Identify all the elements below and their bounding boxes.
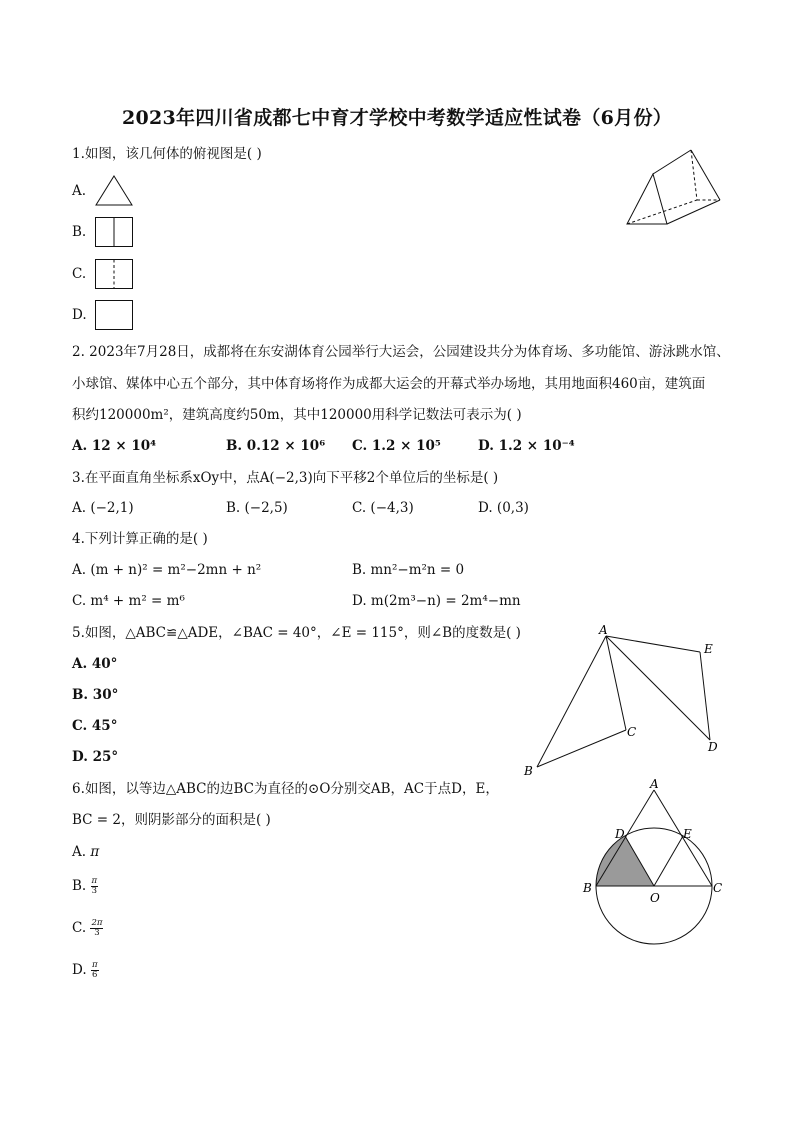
q1-stem: 1.如图，该几何体的俯视图是( ) [72, 146, 262, 162]
q3-option-a[interactable]: A. (−2,1) [72, 500, 134, 516]
q6-option-b[interactable] [72, 877, 98, 896]
q4-option-a[interactable]: A. (m + n)² = m²−2mn + n² [72, 562, 262, 578]
q1-option-d-label[interactable]: D. [72, 307, 87, 323]
q6-option-b-label: B. [72, 878, 87, 894]
q5-option-a[interactable]: A. 40° [72, 656, 118, 672]
q6-label-e: E [683, 827, 692, 841]
q4-stem: 4.下列计算正确的是( ) [72, 531, 208, 547]
q5-label-c: C [627, 725, 637, 739]
q6-option-a-value: π [90, 844, 100, 860]
q2-option-b[interactable]: B. 0.12 × 10⁶ [226, 438, 326, 454]
q6-label-o: O [650, 891, 660, 905]
fraction-numerator: π [91, 876, 98, 886]
q6-label-d: D [615, 827, 625, 841]
q2-option-c[interactable]: C. 1.2 × 10⁵ [352, 438, 441, 454]
q2-option-d[interactable]: D. 1.2 × 10⁻⁴ [478, 438, 575, 454]
fraction-denominator: 3 [91, 886, 98, 896]
q2-line-3: 积约120000m²，建筑高度约50m，其中120000用科学记数法可表示为( ) [72, 407, 522, 423]
q1-option-a-triangle[interactable] [94, 174, 134, 208]
q5-option-b[interactable]: B. 30° [72, 687, 119, 703]
q1-option-a-label[interactable]: A. [72, 183, 87, 199]
q6-circle-figure [580, 776, 730, 948]
q3-option-d[interactable]: D. (0,3) [478, 500, 529, 516]
q6-option-a[interactable] [72, 843, 99, 861]
q1-option-b-rect-solid[interactable] [94, 216, 134, 248]
q2-option-a[interactable]: A. 12 × 10⁴ [72, 438, 157, 454]
q6-option-d-fraction [91, 961, 99, 980]
q4-option-d[interactable]: D. m(2m³−n) = 2m⁴−mn [352, 593, 521, 609]
page-title: 2023年四川省成都七中育才学校中考数学适应性试卷（6月份） [121, 107, 673, 129]
q2-line-1: 2. 2023年7月28日，成都将在东安湖体育公园举行大运会，公园建设共分为体育场、多功能馆、游泳跳水馆、 [72, 344, 730, 360]
fraction-numerator: π [91, 960, 98, 970]
q6-label-c: C [713, 881, 723, 895]
fraction-numerator: 2π [91, 918, 103, 928]
q6-option-b-fraction [91, 877, 99, 896]
q3-option-b[interactable]: B. (−2,5) [226, 500, 288, 516]
q6-option-c-label: C. [72, 920, 87, 936]
q5-label-a: A [599, 623, 608, 637]
q1-option-c-label[interactable]: C. [72, 266, 87, 282]
q6-option-d[interactable] [72, 961, 99, 980]
q5-triangles-figure [520, 620, 730, 780]
shaded-region [596, 836, 654, 886]
q6-label-a: A [650, 777, 659, 791]
q1-option-d-rect[interactable] [94, 299, 134, 331]
q5-stem: 5.如图，△ABC≌△ADE，∠BAC = 40°，∠E = 115°，则∠B的度数是( ) [72, 625, 521, 641]
q4-option-b[interactable]: B. mn²−m²n = 0 [352, 562, 465, 578]
q6-option-c[interactable] [72, 919, 103, 938]
q3-stem: 3.在平面直角坐标系xOy中，点A(−2,3)向下平移2个单位后的坐标是( ) [72, 470, 499, 486]
q1-option-c-rect-dashed[interactable] [94, 258, 134, 290]
q4-option-c[interactable]: C. m⁴ + m² = m⁶ [72, 593, 185, 609]
q6-line-1: 6.如图，以等边△ABC的边BC为直径的⊙O分别交AB，AC于点D，E， [72, 781, 499, 797]
q6-option-c-fraction [90, 919, 103, 938]
q5-option-d[interactable]: D. 25° [72, 749, 119, 765]
fraction-denominator: 6 [92, 970, 98, 980]
q6-option-d-label: D. [72, 962, 87, 978]
q3-option-c[interactable]: C. (−4,3) [352, 500, 414, 516]
q1-prism-figure [624, 148, 724, 226]
q6-line-2: BC = 2，则阴影部分的面积是( ) [72, 812, 271, 828]
q2-line-2: 小球馆、媒体中心五个部分，其中体育场将作为成都大运会的开幕式举办场地，其用地面积460亩，建筑面 [72, 376, 706, 392]
q5-label-d: D [708, 740, 718, 754]
q5-label-e: E [704, 642, 713, 656]
q1-option-b-label[interactable]: B. [72, 224, 87, 240]
q6-option-a-label: A. [72, 844, 87, 860]
q6-label-b: B [583, 881, 592, 895]
q5-option-c[interactable]: C. 45° [72, 718, 118, 734]
fraction-denominator: 3 [94, 928, 100, 938]
q5-label-b: B [524, 764, 533, 778]
